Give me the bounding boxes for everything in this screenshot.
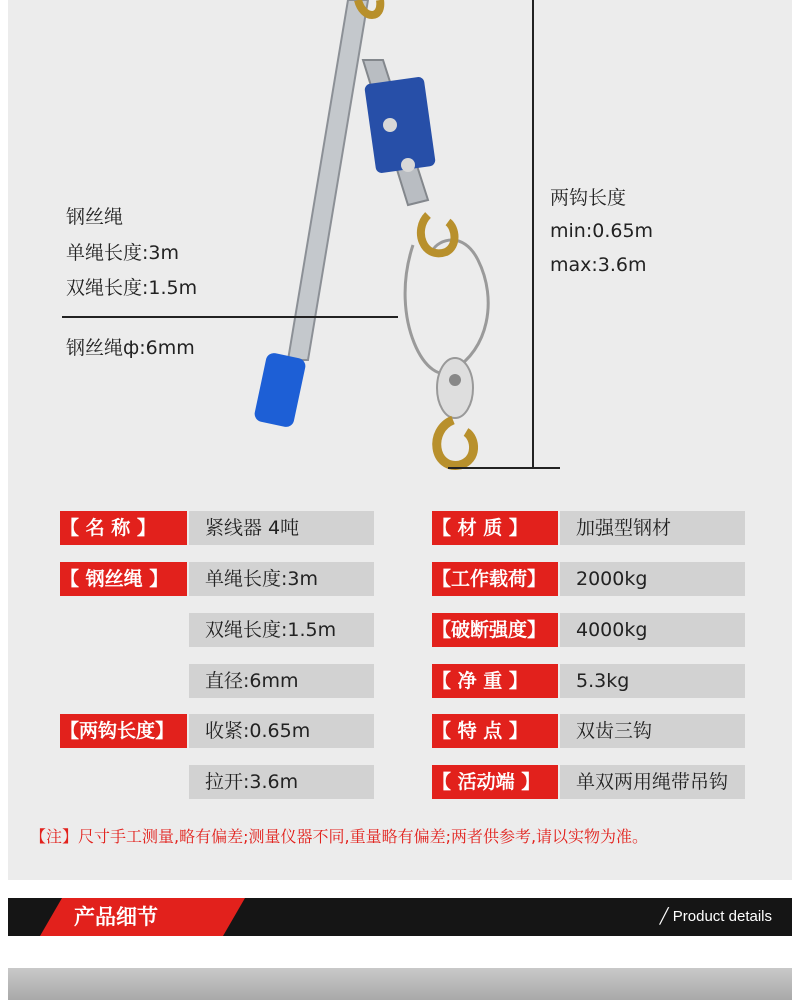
- spec-value: 加强型钢材: [560, 511, 745, 545]
- section-title: 产品细节: [74, 905, 158, 929]
- spec-value: 4000kg: [560, 613, 745, 647]
- handle-grip: [253, 352, 307, 429]
- spec-row: [432, 765, 745, 799]
- spec-label: 【 特 点 】: [432, 714, 558, 748]
- spec-row: [60, 714, 374, 748]
- rope-title-note: 钢丝绳: [66, 206, 124, 228]
- spec-label: 【破断强度】: [432, 613, 558, 647]
- double-rope-length-note: 双绳长度:1.5m: [66, 277, 198, 299]
- spec-value: 2000kg: [560, 562, 745, 596]
- spec-row: [60, 664, 374, 698]
- spec-value: 直径:6mm: [189, 664, 374, 698]
- wire-rope: [405, 240, 488, 373]
- product-panel: [8, 0, 792, 880]
- section-subtitle: ╱ Product details: [659, 908, 772, 925]
- spec-row: [60, 511, 374, 545]
- mid-hook-icon: [421, 215, 455, 253]
- handle-bar: [288, 0, 368, 360]
- spec-value: 收紧:0.65m: [189, 714, 374, 748]
- section-header-bar: [8, 898, 792, 936]
- spec-row: [60, 613, 374, 647]
- spec-row: [432, 613, 745, 647]
- length-dimension-base: [448, 467, 560, 469]
- product-hero: [8, 0, 792, 480]
- hook-length-min: min:0.65m: [550, 220, 654, 242]
- hook-length-title: 两钩长度: [550, 187, 627, 209]
- callout-line-left: [62, 316, 398, 318]
- spec-value: 单双两用绳带吊钩: [560, 765, 745, 799]
- rope-diameter-note: 钢丝绳ф:6mm: [66, 337, 195, 359]
- spec-label: 【 净 重 】: [432, 664, 558, 698]
- single-rope-length-note: 单绳长度:3m: [66, 242, 179, 264]
- spec-label: 【 钢丝绳 】: [60, 562, 187, 596]
- pulley-block: [437, 358, 473, 418]
- hook-length-max: max:3.6m: [550, 254, 647, 276]
- ratchet-housing: [364, 76, 436, 173]
- spec-value: 双绳长度:1.5m: [189, 613, 374, 647]
- measurement-note: 【注】尺寸手工测量,略有偏差;测量仪器不同,重量略有偏差;两者供参考,请以实物为准。: [30, 827, 649, 846]
- spec-value: 单绳长度:3m: [189, 562, 374, 596]
- top-hook-icon: [358, 0, 380, 15]
- bottom-hook-icon: [437, 420, 474, 465]
- spec-label: 【两钩长度】: [60, 714, 187, 748]
- spec-label: 【工作载荷】: [432, 562, 558, 596]
- spec-row: [60, 562, 374, 596]
- spec-label: 【 名 称 】: [60, 511, 187, 545]
- spec-value: 5.3kg: [560, 664, 745, 698]
- spec-row: [432, 714, 745, 748]
- spec-value: 双齿三钩: [560, 714, 745, 748]
- spec-row: [60, 765, 374, 799]
- spec-row: [432, 562, 745, 596]
- length-dimension-line: [532, 0, 534, 469]
- spec-label: 【 活动端 】: [432, 765, 558, 799]
- cable-puller-illustration: [8, 0, 792, 480]
- detail-photo-strip: [8, 968, 792, 1000]
- spec-row: [432, 664, 745, 698]
- spec-value: 紧线器 4吨: [189, 511, 374, 545]
- spec-label: 【 材 质 】: [432, 511, 558, 545]
- spec-value: 拉开:3.6m: [189, 765, 374, 799]
- spec-row: [432, 511, 745, 545]
